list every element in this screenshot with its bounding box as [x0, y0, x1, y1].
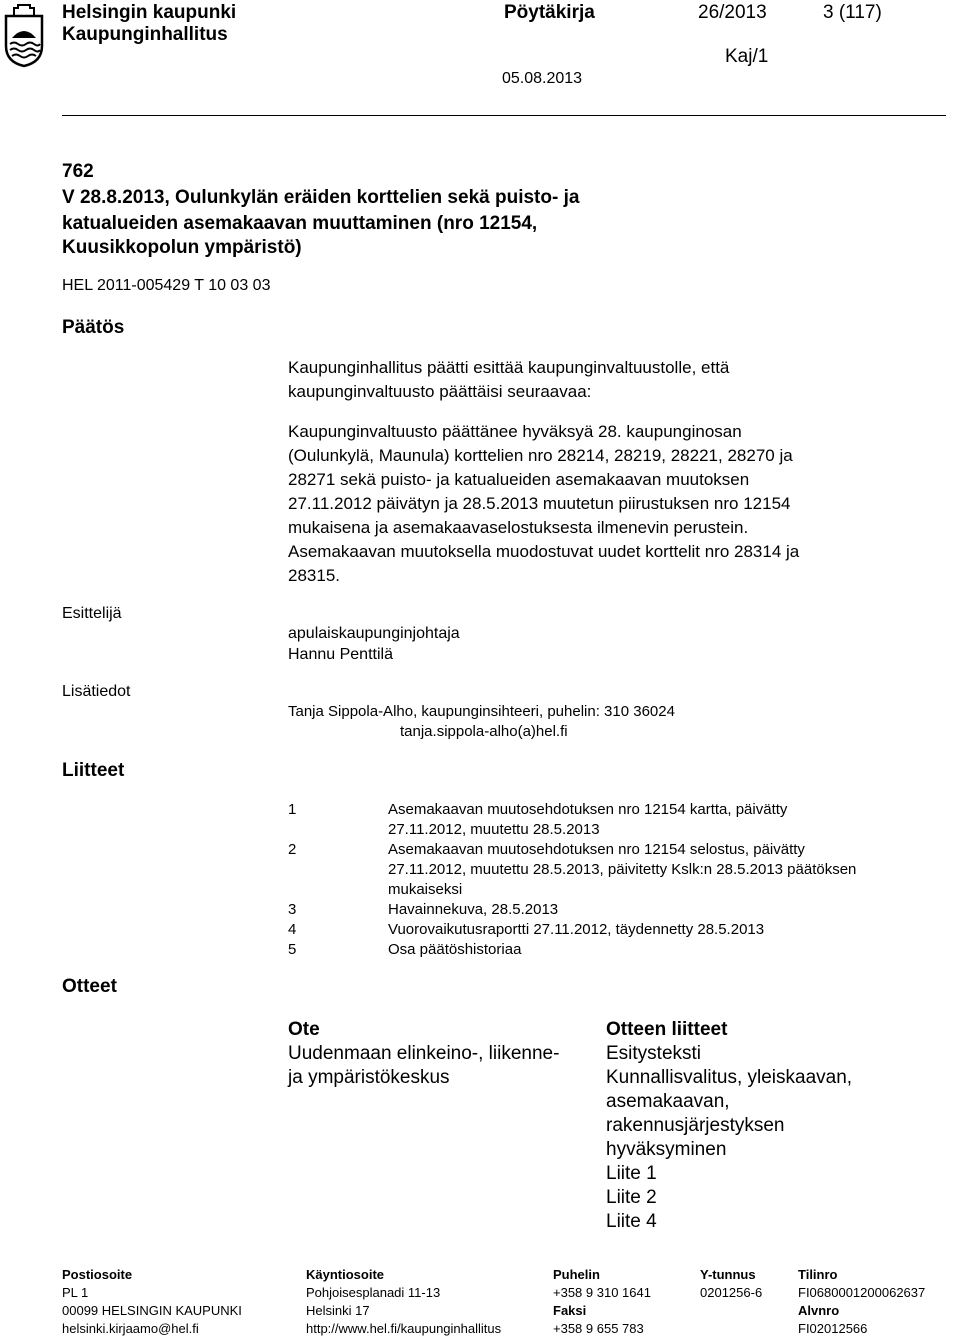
footer-vat-heading: Alvnro — [798, 1303, 840, 1318]
footer-account-value: FI0680001200062637 — [798, 1285, 926, 1300]
footer-business-id-column — [700, 1266, 762, 1302]
attachment-item[interactable] — [288, 900, 948, 920]
decision-body-line: 28271 sekä puisto- ja katualueiden asemakaavan muutoksen — [288, 470, 750, 489]
attachment-item[interactable] — [288, 940, 948, 960]
footer-business-id-heading: Y-tunnus — [700, 1267, 756, 1282]
helsinki-crest-logo — [4, 2, 44, 68]
attachment-text: Asemakaavan muutosehdotuksen nro 12154 selostus, päivätty — [388, 841, 805, 858]
decision-intro-line: Kaupunginhallitus päätti esittää kaupunginvaltuustolle, että — [288, 358, 730, 377]
section-number: 762 — [62, 161, 94, 182]
decision-body-line: Asemakaavan muutoksella muodostuvat uudet korttelit nro 28314 ja — [288, 542, 800, 561]
attachment-text: mukaiseksi — [388, 881, 463, 898]
attachment-item[interactable] — [288, 800, 948, 820]
footer-phone-column — [553, 1266, 651, 1338]
attachment-text: 27.11.2012, muutettu 28.5.2013 — [388, 821, 600, 838]
footer-fax-heading: Faksi — [553, 1303, 587, 1318]
contact-line: Tanja Sippola-Alho, kaupunginsihteeri, puhelin: 310 36024 — [288, 703, 675, 720]
footer-business-id-value: 0201256-6 — [700, 1285, 763, 1300]
attachment-text: Vuorovaikutusraportti 27.11.2012, täydennetty 28.5.2013 — [388, 921, 765, 938]
section-title-line: katualueiden asemakaavan muuttaminen (nro 12154, — [62, 213, 538, 234]
section-title-line: Kuusikkopolun ympäristö) — [62, 237, 302, 258]
presenter-name: Hannu Penttilä — [288, 646, 393, 663]
extract-attachments-label: Otteen liitteet — [606, 1019, 728, 1040]
extract-attachment-item: rakennusjärjestyksen — [606, 1115, 785, 1136]
label-more-info: Lisätiedot — [62, 683, 131, 700]
extract-attachment-item: Esitysteksti — [606, 1043, 702, 1064]
footer-account-heading: Tilinro — [798, 1267, 838, 1282]
footer-vat-value: FI02012566 — [798, 1321, 868, 1336]
footer-visiting-column — [306, 1266, 501, 1338]
footer-postal-line: PL 1 — [62, 1285, 89, 1300]
attachment-number: 2 — [288, 841, 297, 858]
attachment-item[interactable] — [288, 920, 948, 940]
footer-account-column — [798, 1266, 925, 1338]
footer-visiting-heading: Käyntiosoite — [306, 1267, 385, 1282]
header-document-type: Pöytäkirja — [504, 2, 595, 23]
attachment-text: Asemakaavan muutosehdotuksen nro 12154 kartta, päivätty — [388, 801, 788, 818]
header-page-number: 3 (117) — [823, 2, 882, 23]
footer-phone-value: +358 9 310 1641 — [553, 1285, 651, 1300]
label-presenter: Esittelijä — [62, 605, 122, 622]
attachment-item-continued — [288, 860, 948, 880]
decision-body-line: Kaupunginvaltuusto päättänee hyväksyä 28. kaupunginosan — [288, 422, 742, 441]
label-extracts: Otteet — [62, 976, 117, 997]
extract-attachment-item: Liite 2 — [606, 1187, 657, 1208]
attachment-item[interactable] — [288, 840, 948, 860]
decision-body-line: 28315. — [288, 566, 340, 585]
extract-attachment-item: Kunnallisvalitus, yleiskaavan, — [606, 1067, 853, 1088]
footer-website-link[interactable]: http://www.hel.fi/kaupunginhallitus — [306, 1321, 502, 1336]
extract-attachment-item: Liite 1 — [606, 1163, 657, 1184]
footer-visiting-line: Helsinki 17 — [306, 1303, 370, 1318]
label-decision: Päätös — [62, 317, 125, 338]
extract-attachment-item: hyväksyminen — [606, 1139, 727, 1160]
attachment-number: 1 — [288, 801, 297, 818]
case-reference: HEL 2011-005429 T 10 03 03 — [62, 277, 271, 294]
header-divider — [62, 115, 946, 116]
footer-phone-heading: Puhelin — [553, 1267, 600, 1282]
header-document-number: 26/2013 — [698, 2, 767, 23]
attachment-text: 27.11.2012, muutettu 28.5.2013, päivitetty Kslk:n 28.5.2013 päätöksen — [388, 861, 857, 878]
decision-intro-line: kaupunginvaltuusto päättäisi seuraavaa: — [288, 382, 592, 401]
header-date: 05.08.2013 — [502, 70, 583, 87]
footer-fax-value: +358 9 655 783 — [553, 1321, 644, 1336]
extract-recipient-line: ja ympäristökeskus — [288, 1067, 450, 1088]
header-case-code: Kaj/1 — [725, 46, 769, 67]
extract-ote-label: Ote — [288, 1019, 320, 1040]
footer-postal-heading: Postiosoite — [62, 1267, 133, 1282]
extract-recipient-line: Uudenmaan elinkeino-, liikenne- — [288, 1043, 560, 1064]
attachment-item-continued — [288, 820, 948, 840]
attachment-number: 5 — [288, 941, 297, 958]
presenter-title: apulaiskaupunginjohtaja — [288, 625, 460, 642]
contact-email[interactable]: tanja.sippola-alho(a)hel.fi — [400, 723, 568, 740]
header-department: Kaupunginhallitus — [62, 24, 228, 45]
extract-attachment-item: asemakaavan, — [606, 1091, 730, 1112]
page-footer — [0, 1266, 960, 1336]
footer-visiting-line: Pohjoisesplanadi 11-13 — [306, 1285, 441, 1300]
footer-postal-line: 00099 HELSINGIN KAUPUNKI — [62, 1303, 242, 1318]
attachment-text: Osa päätöshistoriaa — [388, 941, 522, 958]
attachment-number: 3 — [288, 901, 297, 918]
extract-attachment-item: Liite 4 — [606, 1211, 657, 1232]
decision-body-line: mukaisena ja asemakaavaselostuksesta ilmenevin perustein. — [288, 518, 749, 537]
decision-body-line: (Oulunkylä, Maunula) korttelien nro 28214, 28219, 28221, 28270 ja — [288, 446, 793, 465]
attachment-number: 4 — [288, 921, 297, 938]
attachment-item-continued — [288, 880, 948, 900]
footer-email-link[interactable]: helsinki.kirjaamo@hel.fi — [62, 1321, 199, 1336]
header-city: Helsingin kaupunki — [62, 2, 237, 23]
attachment-text: Havainnekuva, 28.5.2013 — [388, 901, 559, 918]
decision-body-line: 27.11.2012 päivätyn ja 28.5.2013 muutetun piirustuksen nro 12154 — [288, 494, 791, 513]
footer-postal-column — [62, 1266, 242, 1338]
label-attachments: Liitteet — [62, 760, 125, 781]
section-title-line: V 28.8.2013, Oulunkylän eräiden korttelien sekä puisto- ja — [62, 187, 580, 208]
